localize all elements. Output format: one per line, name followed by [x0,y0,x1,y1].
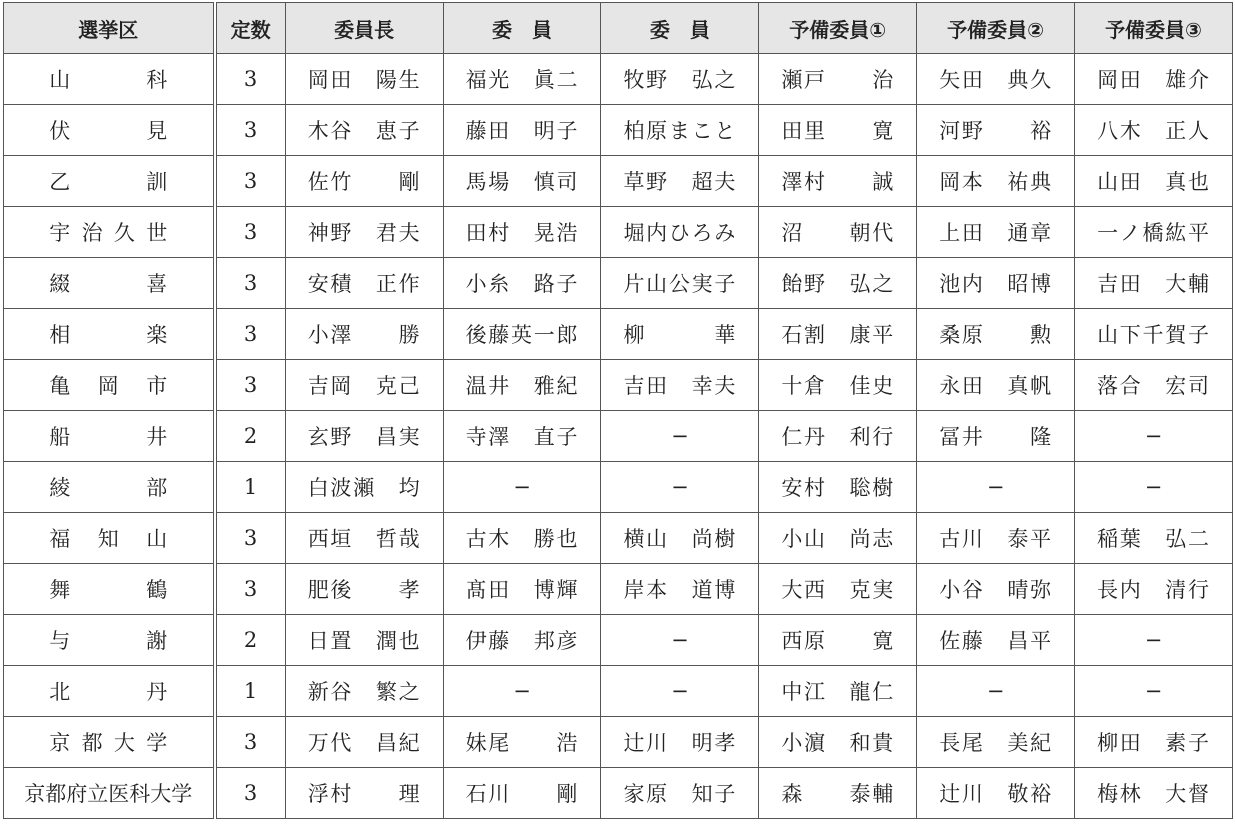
reserve-1-name: 安村 聡樹 [781,476,894,500]
reserve-3-name: 山田 真也 [1097,170,1210,194]
vacant-dash: − [1144,628,1163,652]
member-1-name: 田村 晃浩 [465,221,578,245]
member-1-name: 温井 雅紀 [465,374,578,398]
member-2-cell [601,768,759,819]
chair-cell [285,768,443,819]
seat-count: 3 [215,309,286,360]
district-name: 伏 見 [49,119,168,143]
reserve-2-cell [917,360,1075,411]
reserve-1-name: 澤村 誠 [781,170,894,194]
member-2-cell [601,105,759,156]
member-2-name: 辻川 明孝 [623,731,736,755]
member-2-cell [601,615,759,666]
member-2-cell [601,54,759,105]
reserve-2-name: 長尾 美紀 [939,731,1052,755]
chair-cell [285,309,443,360]
district-cell [4,615,215,666]
reserve-2-cell [917,768,1075,819]
district-name: 与 謝 [49,629,168,653]
reserve-1-cell [759,360,917,411]
chair-cell [285,564,443,615]
reserve-1-cell [759,462,917,513]
district-cell [4,513,215,564]
district-name: 京都府立医科大学 [24,782,193,806]
table-row [4,513,1233,564]
reserve-2-name: 小谷 晴弥 [939,578,1052,602]
table-row [4,615,1233,666]
member-2-cell [601,411,759,462]
member-1-cell [443,513,601,564]
member-2-cell [601,156,759,207]
reserve-3-name: 吉田 大輔 [1097,272,1210,296]
chair-cell [285,207,443,258]
table-row [4,360,1233,411]
header-district: 選挙区 [4,3,215,54]
vacant-dash: − [1144,679,1163,703]
district-name: 船 井 [49,425,168,449]
reserve-1-name: 西原 寛 [781,629,894,653]
member-1-name: 妹尾 浩 [465,731,578,755]
reserve-1-name: 石割 康平 [781,323,894,347]
reserve-2-cell [917,513,1075,564]
district-cell [4,54,215,105]
district-cell [4,105,215,156]
reserve-1-cell [759,207,917,258]
chair-name: 岡田 陽生 [307,68,420,92]
chair-name: 吉岡 克己 [307,374,420,398]
reserve-3-name: 梅林 大督 [1097,782,1210,806]
chair-name: 新谷 繁之 [307,680,420,704]
reserve-1-name: 中江 龍仁 [781,680,894,704]
header-count: 定数 [215,3,286,54]
reserve-1-cell [759,615,917,666]
reserve-1-name: 十倉 佳史 [781,374,894,398]
district-name: 亀岡市 [49,374,168,398]
member-1-name: 馬場 慎司 [465,170,578,194]
reserve-3-name: 八木 正人 [1097,119,1210,143]
member-2-name: 片山公実子 [623,272,736,296]
table-row [4,207,1233,258]
chair-cell [285,615,443,666]
member-2-name: 柏原まこと [623,119,736,143]
member-2-cell [601,462,759,513]
member-1-name: 福光 眞二 [465,68,578,92]
reserve-3-name: 稲葉 弘二 [1097,527,1210,551]
reserve-2-cell [917,105,1075,156]
reserve-2-cell [917,615,1075,666]
reserve-3-name: 岡田 雄介 [1097,68,1210,92]
reserve-2-name: 永田 真帆 [939,374,1052,398]
member-2-cell [601,207,759,258]
chair-cell [285,666,443,717]
reserve-2-cell [917,156,1075,207]
chair-name: 玄野 昌実 [307,425,420,449]
chair-cell [285,105,443,156]
reserve-1-cell [759,156,917,207]
reserve-1-name: 仁丹 利行 [781,425,894,449]
table-row [4,105,1233,156]
member-2-name: 堀内ひろみ [623,221,736,245]
header-chair: 委員長 [285,3,443,54]
reserve-2-cell [917,54,1075,105]
vacant-dash: − [513,475,531,499]
district-cell [4,360,215,411]
reserve-1-cell [759,768,917,819]
member-2-name: 草野 超夫 [623,170,736,194]
reserve-2-name: 池内 昭博 [939,272,1052,296]
reserve-1-cell [759,309,917,360]
chair-name: 神野 君夫 [307,221,420,245]
member-2-cell [601,360,759,411]
reserve-1-cell [759,54,917,105]
district-cell [4,156,215,207]
chair-name: 小澤 勝 [307,323,420,347]
seat-count: 3 [215,717,286,768]
member-2-name: 柳 華 [623,323,736,347]
vacant-dash: − [1144,475,1163,499]
header-member-2: 委 員 [601,3,759,54]
reserve-1-name: 沼 朝代 [781,221,894,245]
reserve-2-name: 古川 泰平 [939,527,1052,551]
reserve-2-name: 矢田 典久 [939,68,1052,92]
table-row [4,54,1233,105]
reserve-2-cell [917,717,1075,768]
member-2-cell [601,258,759,309]
header-reserve-2: 予備委員② [917,3,1075,54]
reserve-3-cell [1075,411,1233,462]
reserve-1-cell [759,105,917,156]
committee-table-container [3,2,1233,828]
district-name: 舞 鶴 [49,578,168,602]
reserve-3-cell [1075,462,1233,513]
reserve-1-cell [759,513,917,564]
reserve-3-cell [1075,768,1233,819]
reserve-2-name: 佐藤 昌平 [939,629,1052,653]
member-1-name: 石川 剛 [465,782,578,806]
chair-name: 木谷 恵子 [307,119,420,143]
chair-name: 西垣 哲哉 [307,527,420,551]
table-row [4,666,1233,717]
reserve-1-name: 小山 尚志 [781,527,894,551]
header-member-1: 委 員 [443,3,601,54]
vacant-dash: − [671,424,689,448]
district-name: 福知山 [49,527,168,551]
seat-count: 2 [215,411,286,462]
member-1-name: 藤田 明子 [465,119,578,143]
chair-name: 肥後 孝 [307,578,420,602]
chair-cell [285,411,443,462]
reserve-3-cell [1075,564,1233,615]
header-row [4,3,1233,54]
vacant-dash: − [671,475,689,499]
reserve-2-name: 桑原 勲 [939,323,1052,347]
seat-count: 1 [215,666,286,717]
reserve-2-cell [917,309,1075,360]
district-name: 綾 部 [49,476,168,500]
district-cell [4,564,215,615]
seat-count: 3 [215,258,286,309]
reserve-2-name: 冨井 隆 [939,425,1052,449]
district-cell [4,462,215,513]
reserve-2-cell [917,411,1075,462]
district-cell [4,309,215,360]
member-1-cell [443,207,601,258]
member-1-cell [443,105,601,156]
vacant-dash: − [986,679,1005,703]
member-1-cell [443,258,601,309]
district-name: 山 科 [49,68,168,92]
table-row [4,411,1233,462]
reserve-3-cell [1075,156,1233,207]
chair-name: 白波瀬 均 [307,476,420,500]
reserve-2-cell [917,258,1075,309]
member-2-cell [601,666,759,717]
chair-cell [285,54,443,105]
member-1-name: 寺澤 直子 [465,425,578,449]
district-cell [4,411,215,462]
committee-table [3,2,1233,819]
member-2-name: 岸本 道博 [623,578,736,602]
chair-cell [285,360,443,411]
reserve-2-cell [917,666,1075,717]
reserve-1-name: 田里 寛 [781,119,894,143]
reserve-1-cell [759,666,917,717]
reserve-1-name: 大西 克実 [781,578,894,602]
district-cell [4,207,215,258]
reserve-3-cell [1075,105,1233,156]
table-row [4,462,1233,513]
vacant-dash: − [671,679,689,703]
seat-count: 1 [215,462,286,513]
member-2-cell [601,564,759,615]
seat-count: 3 [215,513,286,564]
member-1-cell [443,768,601,819]
district-cell [4,717,215,768]
member-2-name: 吉田 幸夫 [623,374,736,398]
vacant-dash: − [513,679,531,703]
chair-cell [285,258,443,309]
reserve-3-name: 山下千賀子 [1097,323,1210,347]
reserve-2-cell [917,564,1075,615]
reserve-1-cell [759,258,917,309]
vacant-dash: − [1144,424,1163,448]
header-reserve-1: 予備委員① [759,3,917,54]
chair-name: 佐竹 剛 [307,170,420,194]
chair-name: 日置 潤也 [307,629,420,653]
member-2-name: 横山 尚樹 [623,527,736,551]
reserve-2-cell [917,207,1075,258]
district-name: 相 楽 [49,323,168,347]
seat-count: 3 [215,768,286,819]
table-body [4,54,1233,819]
district-name: 宇治久世 [49,221,168,245]
member-2-cell [601,309,759,360]
member-1-cell [443,462,601,513]
seat-count: 3 [215,564,286,615]
reserve-3-cell [1075,615,1233,666]
member-1-cell [443,666,601,717]
district-name: 綴 喜 [49,272,168,296]
reserve-3-cell [1075,54,1233,105]
district-name: 乙 訓 [49,170,168,194]
district-name: 京都大学 [49,731,168,755]
member-1-cell [443,156,601,207]
chair-name: 浮村 理 [307,782,420,806]
reserve-3-cell [1075,666,1233,717]
reserve-3-cell [1075,513,1233,564]
table-row [4,768,1233,819]
reserve-1-name: 飴野 弘之 [781,272,894,296]
reserve-1-name: 瀬戸 治 [781,68,894,92]
reserve-1-cell [759,564,917,615]
district-cell [4,258,215,309]
district-cell [4,666,215,717]
vacant-dash: − [671,628,689,652]
member-2-cell [601,513,759,564]
member-1-name: 古木 勝也 [465,527,578,551]
reserve-3-cell [1075,360,1233,411]
table-row [4,564,1233,615]
seat-count: 3 [215,360,286,411]
seat-count: 3 [215,54,286,105]
reserve-1-cell [759,717,917,768]
reserve-2-cell [917,462,1075,513]
chair-cell [285,156,443,207]
member-1-name: 伊藤 邦彦 [465,629,578,653]
member-1-cell [443,411,601,462]
seat-count: 3 [215,207,286,258]
member-1-cell [443,54,601,105]
member-1-cell [443,717,601,768]
chair-name: 万代 昌紀 [307,731,420,755]
header-reserve-3: 予備委員③ [1075,3,1233,54]
reserve-3-name: 一ノ橋紘平 [1097,221,1210,245]
seat-count: 2 [215,615,286,666]
vacant-dash: − [986,475,1005,499]
chair-name: 安積 正作 [307,272,420,296]
reserve-1-name: 小濵 和貴 [781,731,894,755]
chair-cell [285,513,443,564]
member-1-cell [443,615,601,666]
district-name: 北 丹 [49,680,168,704]
table-row [4,309,1233,360]
reserve-1-cell [759,411,917,462]
reserve-2-name: 辻川 敬裕 [939,782,1052,806]
table-row [4,258,1233,309]
member-2-name: 牧野 弘之 [623,68,736,92]
reserve-2-name: 河野 裕 [939,119,1052,143]
table-row [4,156,1233,207]
reserve-3-cell [1075,309,1233,360]
member-1-name: 後藤英一郎 [465,323,578,347]
seat-count: 3 [215,156,286,207]
member-1-cell [443,309,601,360]
member-1-cell [443,360,601,411]
chair-cell [285,717,443,768]
district-cell [4,768,215,819]
reserve-3-cell [1075,207,1233,258]
member-2-cell [601,717,759,768]
reserve-3-cell [1075,258,1233,309]
reserve-3-name: 長内 清行 [1097,578,1210,602]
reserve-2-name: 岡本 祐典 [939,170,1052,194]
reserve-2-name: 上田 通章 [939,221,1052,245]
seat-count: 3 [215,105,286,156]
member-1-name: 小糸 路子 [465,272,578,296]
reserve-3-name: 落合 宏司 [1097,374,1210,398]
member-1-cell [443,564,601,615]
reserve-3-cell [1075,717,1233,768]
reserve-3-name: 柳田 素子 [1097,731,1210,755]
chair-cell [285,462,443,513]
member-1-name: 髙田 博輝 [465,578,578,602]
table-row [4,717,1233,768]
reserve-1-name: 森 泰輔 [781,782,894,806]
member-2-name: 家原 知子 [623,782,736,806]
